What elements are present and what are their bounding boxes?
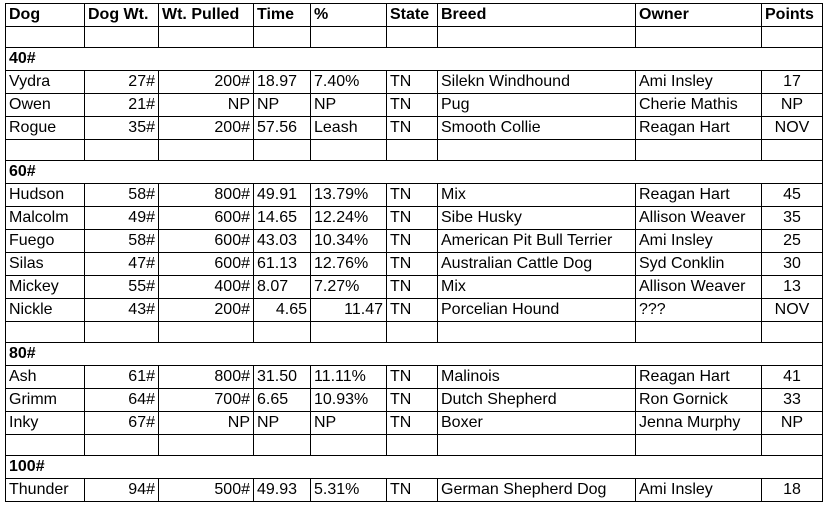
empty-cell [311,27,387,48]
empty-cell [387,322,438,343]
state-cell: TN [387,253,438,276]
time-cell: 43.03 [254,230,311,253]
empty-cell [438,322,636,343]
time-cell: NP [254,94,311,117]
state-cell: TN [387,230,438,253]
empty-cell [311,140,387,161]
empty-cell [438,48,636,71]
time-cell: 6.65 [254,389,311,412]
weight-pulled-cell: 600# [159,230,254,253]
empty-cell [311,435,387,456]
table-row [6,117,823,140]
dog-name-cell: Vydra [6,71,85,94]
empty-cell [438,161,636,184]
breed-cell: American Pit Bull Terrier [438,230,636,253]
points-cell: 13 [762,276,823,299]
weight-pulled-cell: NP [159,412,254,435]
dog-weight-cell: 61# [85,366,159,389]
dog-weight-cell: 94# [85,479,159,502]
empty-cell [6,27,85,48]
owner-cell: Allison Weaver [636,207,762,230]
dog-name-cell: Thunder [6,479,85,502]
empty-cell [387,27,438,48]
empty-cell [636,322,762,343]
dog-name-cell: Hudson [6,184,85,207]
empty-cell [438,27,636,48]
empty-cell [159,343,254,366]
dog-name-cell: Ash [6,366,85,389]
empty-cell [85,27,159,48]
header-dog-weight: Dog Wt. [85,4,159,27]
empty-cell [636,48,762,71]
empty-cell [254,343,311,366]
table-row [6,389,823,412]
percent-cell: 13.79% [311,184,387,207]
empty-cell [636,140,762,161]
empty-cell [636,456,762,479]
header-points: Points [762,4,823,27]
empty-cell [159,322,254,343]
empty-cell [387,161,438,184]
breed-cell: Boxer [438,412,636,435]
time-cell: 18.97 [254,71,311,94]
weight-class-row [6,161,823,184]
owner-cell: Allison Weaver [636,276,762,299]
breed-cell: Silekn Windhound [438,71,636,94]
state-cell: TN [387,276,438,299]
weight-pulled-cell: 200# [159,299,254,322]
empty-cell [85,343,159,366]
breed-cell: German Shepherd Dog [438,479,636,502]
table-row [6,412,823,435]
time-cell: 57.56 [254,117,311,140]
empty-cell [254,435,311,456]
dog-weight-cell: 27# [85,71,159,94]
empty-cell [438,140,636,161]
time-cell: 49.93 [254,479,311,502]
header-row [6,4,823,27]
spacer-row [6,27,823,48]
empty-cell [762,456,823,479]
empty-cell [254,48,311,71]
breed-cell: Porcelian Hound [438,299,636,322]
percent-cell: 12.76% [311,253,387,276]
dog-weight-cell: 64# [85,389,159,412]
owner-cell: Jenna Murphy [636,412,762,435]
dog-name-cell: Inky [6,412,85,435]
spacer-row [6,140,823,161]
empty-cell [311,48,387,71]
points-cell: 41 [762,366,823,389]
dog-name-cell: Malcolm [6,207,85,230]
empty-cell [438,456,636,479]
empty-cell [438,343,636,366]
dog-name-cell: Fuego [6,230,85,253]
header-state: State [387,4,438,27]
time-cell: 49.91 [254,184,311,207]
empty-cell [636,343,762,366]
dog-weight-cell: 67# [85,412,159,435]
points-cell: 18 [762,479,823,502]
time-cell: 14.65 [254,207,311,230]
time-cell: 8.07 [254,276,311,299]
empty-cell [85,161,159,184]
percent-cell: Leash [311,117,387,140]
state-cell: TN [387,389,438,412]
weight-pulled-cell: 700# [159,389,254,412]
empty-cell [438,435,636,456]
owner-cell: Cherie Mathis [636,94,762,117]
state-cell: TN [387,94,438,117]
points-cell: 33 [762,389,823,412]
empty-cell [254,27,311,48]
empty-cell [254,140,311,161]
time-cell: NP [254,412,311,435]
empty-cell [6,435,85,456]
time-cell: 61.13 [254,253,311,276]
weight-class-row [6,48,823,71]
weight-pulled-cell: 200# [159,71,254,94]
points-cell: 45 [762,184,823,207]
header-percent: % [311,4,387,27]
table-row [6,230,823,253]
empty-cell [159,140,254,161]
dog-weight-cell: 58# [85,230,159,253]
spacer-row [6,435,823,456]
empty-cell [311,161,387,184]
empty-cell [762,322,823,343]
table-row [6,479,823,502]
empty-cell [85,435,159,456]
empty-cell [311,322,387,343]
empty-cell [762,435,823,456]
table-row [6,366,823,389]
weight-pulled-cell: 200# [159,117,254,140]
dog-weight-cell: 47# [85,253,159,276]
empty-cell [387,435,438,456]
spacer-row [6,322,823,343]
state-cell: TN [387,184,438,207]
dog-name-cell: Owen [6,94,85,117]
empty-cell [762,140,823,161]
weight-pulled-cell: 600# [159,253,254,276]
table-row [6,253,823,276]
empty-cell [762,27,823,48]
table-row [6,184,823,207]
points-cell: NP [762,412,823,435]
empty-cell [636,161,762,184]
points-cell: 30 [762,253,823,276]
weight-pulled-cell: 500# [159,479,254,502]
state-cell: TN [387,299,438,322]
empty-cell [159,27,254,48]
empty-cell [387,456,438,479]
dog-weight-cell: 43# [85,299,159,322]
state-cell: TN [387,479,438,502]
owner-cell: Ami Insley [636,479,762,502]
weight-pulled-cell: 800# [159,366,254,389]
percent-cell: NP [311,94,387,117]
points-cell: 35 [762,207,823,230]
weight-class-label: 100# [6,456,85,479]
weight-class-label: 80# [6,343,85,366]
empty-cell [636,27,762,48]
percent-cell: 11.11% [311,366,387,389]
state-cell: TN [387,71,438,94]
empty-cell [636,435,762,456]
empty-cell [85,48,159,71]
percent-cell: 10.34% [311,230,387,253]
header-time: Time [254,4,311,27]
weight-pulled-cell: 800# [159,184,254,207]
empty-cell [254,456,311,479]
empty-cell [387,140,438,161]
breed-cell: Dutch Shepherd [438,389,636,412]
header-breed: Breed [438,4,636,27]
empty-cell [85,140,159,161]
breed-cell: Pug [438,94,636,117]
empty-cell [85,456,159,479]
breed-cell: Smooth Collie [438,117,636,140]
dog-weight-cell: 49# [85,207,159,230]
table-row [6,94,823,117]
results-table [5,3,823,502]
dog-weight-cell: 55# [85,276,159,299]
weight-pulled-cell: 400# [159,276,254,299]
empty-cell [311,343,387,366]
owner-cell: Ami Insley [636,230,762,253]
percent-cell: NP [311,412,387,435]
table-row [6,207,823,230]
percent-cell: 5.31% [311,479,387,502]
empty-cell [6,140,85,161]
table-body [6,27,823,502]
state-cell: TN [387,117,438,140]
table-row [6,299,823,322]
dog-name-cell: Nickle [6,299,85,322]
empty-cell [311,456,387,479]
state-cell: TN [387,366,438,389]
state-cell: TN [387,412,438,435]
dog-weight-cell: 21# [85,94,159,117]
dog-weight-cell: 58# [85,184,159,207]
empty-cell [762,48,823,71]
breed-cell: Australian Cattle Dog [438,253,636,276]
dog-weight-cell: 35# [85,117,159,140]
points-cell: 17 [762,71,823,94]
state-cell: TN [387,207,438,230]
time-cell: 4.65 [254,299,311,322]
dog-name-cell: Rogue [6,117,85,140]
dog-name-cell: Silas [6,253,85,276]
empty-cell [387,48,438,71]
owner-cell: ??? [636,299,762,322]
breed-cell: Mix [438,276,636,299]
owner-cell: Reagan Hart [636,366,762,389]
empty-cell [159,456,254,479]
header-owner: Owner [636,4,762,27]
points-cell: NP [762,94,823,117]
empty-cell [159,48,254,71]
empty-cell [254,322,311,343]
breed-cell: Sibe Husky [438,207,636,230]
weight-class-label: 40# [6,48,85,71]
owner-cell: Reagan Hart [636,117,762,140]
header-dog: Dog [6,4,85,27]
empty-cell [254,161,311,184]
weight-class-row [6,456,823,479]
percent-cell: 12.24% [311,207,387,230]
points-cell: 25 [762,230,823,253]
weight-pulled-cell: NP [159,94,254,117]
points-cell: NOV [762,117,823,140]
percent-cell: 7.27% [311,276,387,299]
empty-cell [159,161,254,184]
table-row [6,71,823,94]
weight-class-label: 60# [6,161,85,184]
table-row [6,276,823,299]
header-weight-pulled: Wt. Pulled [159,4,254,27]
empty-cell [85,322,159,343]
points-cell: NOV [762,299,823,322]
percent-cell: 10.93% [311,389,387,412]
empty-cell [387,343,438,366]
weight-pulled-cell: 600# [159,207,254,230]
owner-cell: Syd Conklin [636,253,762,276]
dog-name-cell: Grimm [6,389,85,412]
empty-cell [159,435,254,456]
empty-cell [762,161,823,184]
empty-cell [762,343,823,366]
dog-name-cell: Mickey [6,276,85,299]
owner-cell: Reagan Hart [636,184,762,207]
owner-cell: Ami Insley [636,71,762,94]
percent-cell: 11.47 [311,299,387,322]
owner-cell: Ron Gornick [636,389,762,412]
breed-cell: Malinois [438,366,636,389]
empty-cell [6,322,85,343]
time-cell: 31.50 [254,366,311,389]
weight-class-row [6,343,823,366]
percent-cell: 7.40% [311,71,387,94]
breed-cell: Mix [438,184,636,207]
